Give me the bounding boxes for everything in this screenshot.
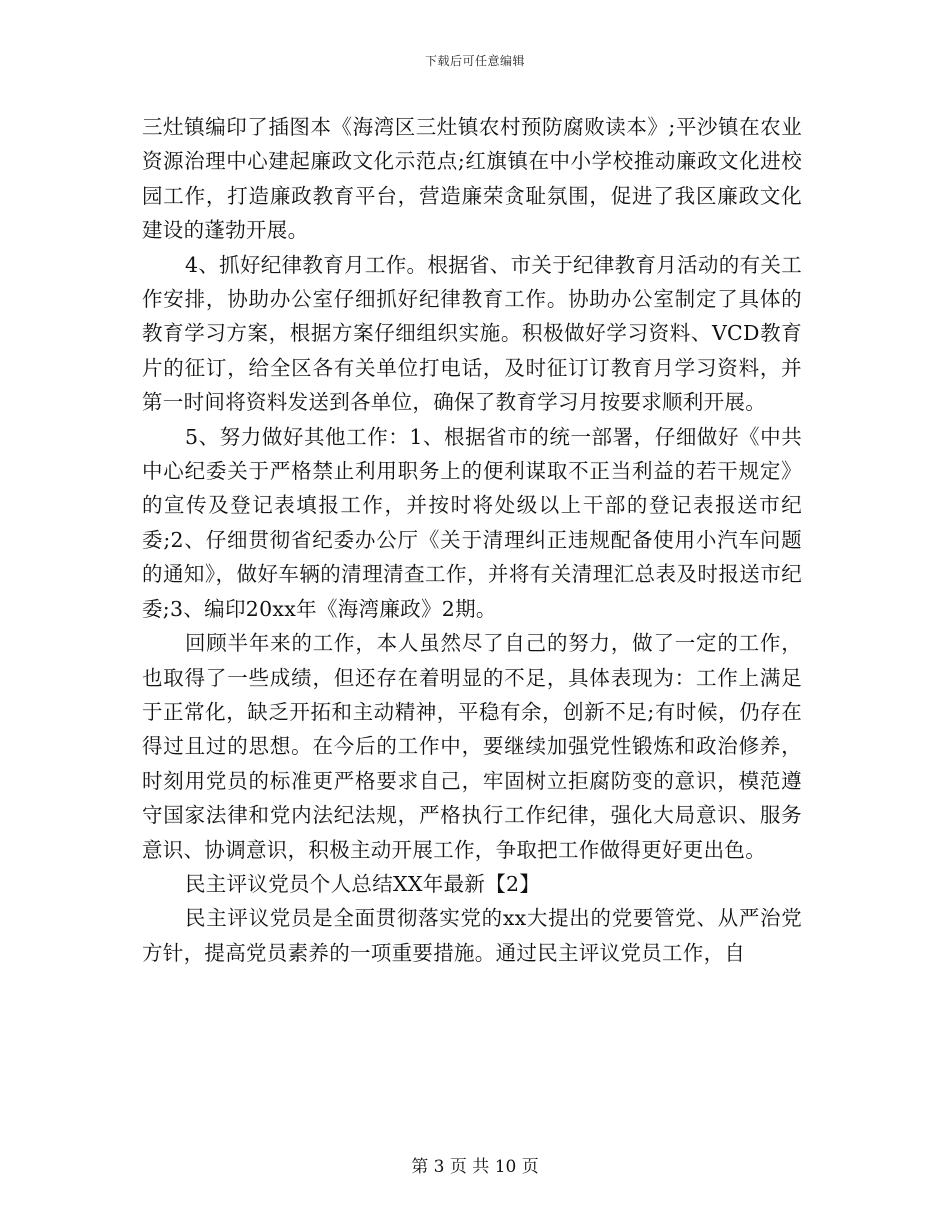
page-number-footer: 第 3 页 共 10 页 [411, 1157, 539, 1177]
paragraph-2: 4、抓好纪律教育月工作。根据省、市关于纪律教育月活动的有关工作安排，协助办公室仔细抓好纪律教育工作。协助办公室制定了具体的教育学习方案，根据方案仔细组织实施。积极做好学习资料、VCD教育片的征订，给全区各有关单位打电话，及时征订订教育月学习资料，并第一时间将资料发送到各单位，确保了教育学习月按要求顺利开展。 [142, 252, 802, 415]
document-body [142, 110, 802, 970]
section-heading: 民主评议党员个人总结XX年最新【2】 [185, 871, 541, 896]
paragraph-1: 三灶镇编印了插图本《海湾区三灶镇农村预防腐败读本》;平沙镇在农业资源治理中心建起廉政文化示范点;红旗镇在中小学校推动廉政文化进校园工作，打造廉政教育平台，营造廉荣贪耻氛围，促进了我区廉政文化建设的蓬勃开展。 [142, 115, 802, 243]
paragraph-3: 5、努力做好其他工作：1、根据省市的统一部署，仔细做好《中共中心纪委关于严格禁止利用职务上的便利谋取不正当利益的若干规定》的宣传及登记表填报工作，并按时将处级以上干部的登记表报送市纪委;2、仔细贯彻省纪委办公厅《关于清理纠正违规配备使用小汽车问题的通知》，做好车辆的清理清查工作，并将有关清理汇总表及时报送市纪委;3、编印20xx年《海湾廉政》2期。 [142, 424, 802, 621]
paragraph-5: 民主评议党员是全面贯彻落实党的xx大提出的党要管党、从严治党方针，提高党员素养的一项重要措施。通过民主评议党员工作，自 [142, 906, 802, 965]
paragraph-4: 回顾半年来的工作，本人虽然尽了自己的努力，做了一定的工作，也取得了一些成绩，但还存在着明显的不足，具体表现为：工作上满足于正常化，缺乏开拓和主动精神，平稳有余，创新不足;有时候，仍存在得过且过的思想。在今后的工作中，要继续加强党性锻炼和政治修养，时刻用党员的标准更严格要求自己，牢固树立拒腐防变的意识，模范遵守国家法律和党内法纪法规，严格执行工作纪律，强化大局意识、服务意识、协调意识，积极主动开展工作，争取把工作做得更好更出色。 [142, 631, 802, 862]
page-header-note: 下载后可任意编辑 [424, 54, 525, 68]
